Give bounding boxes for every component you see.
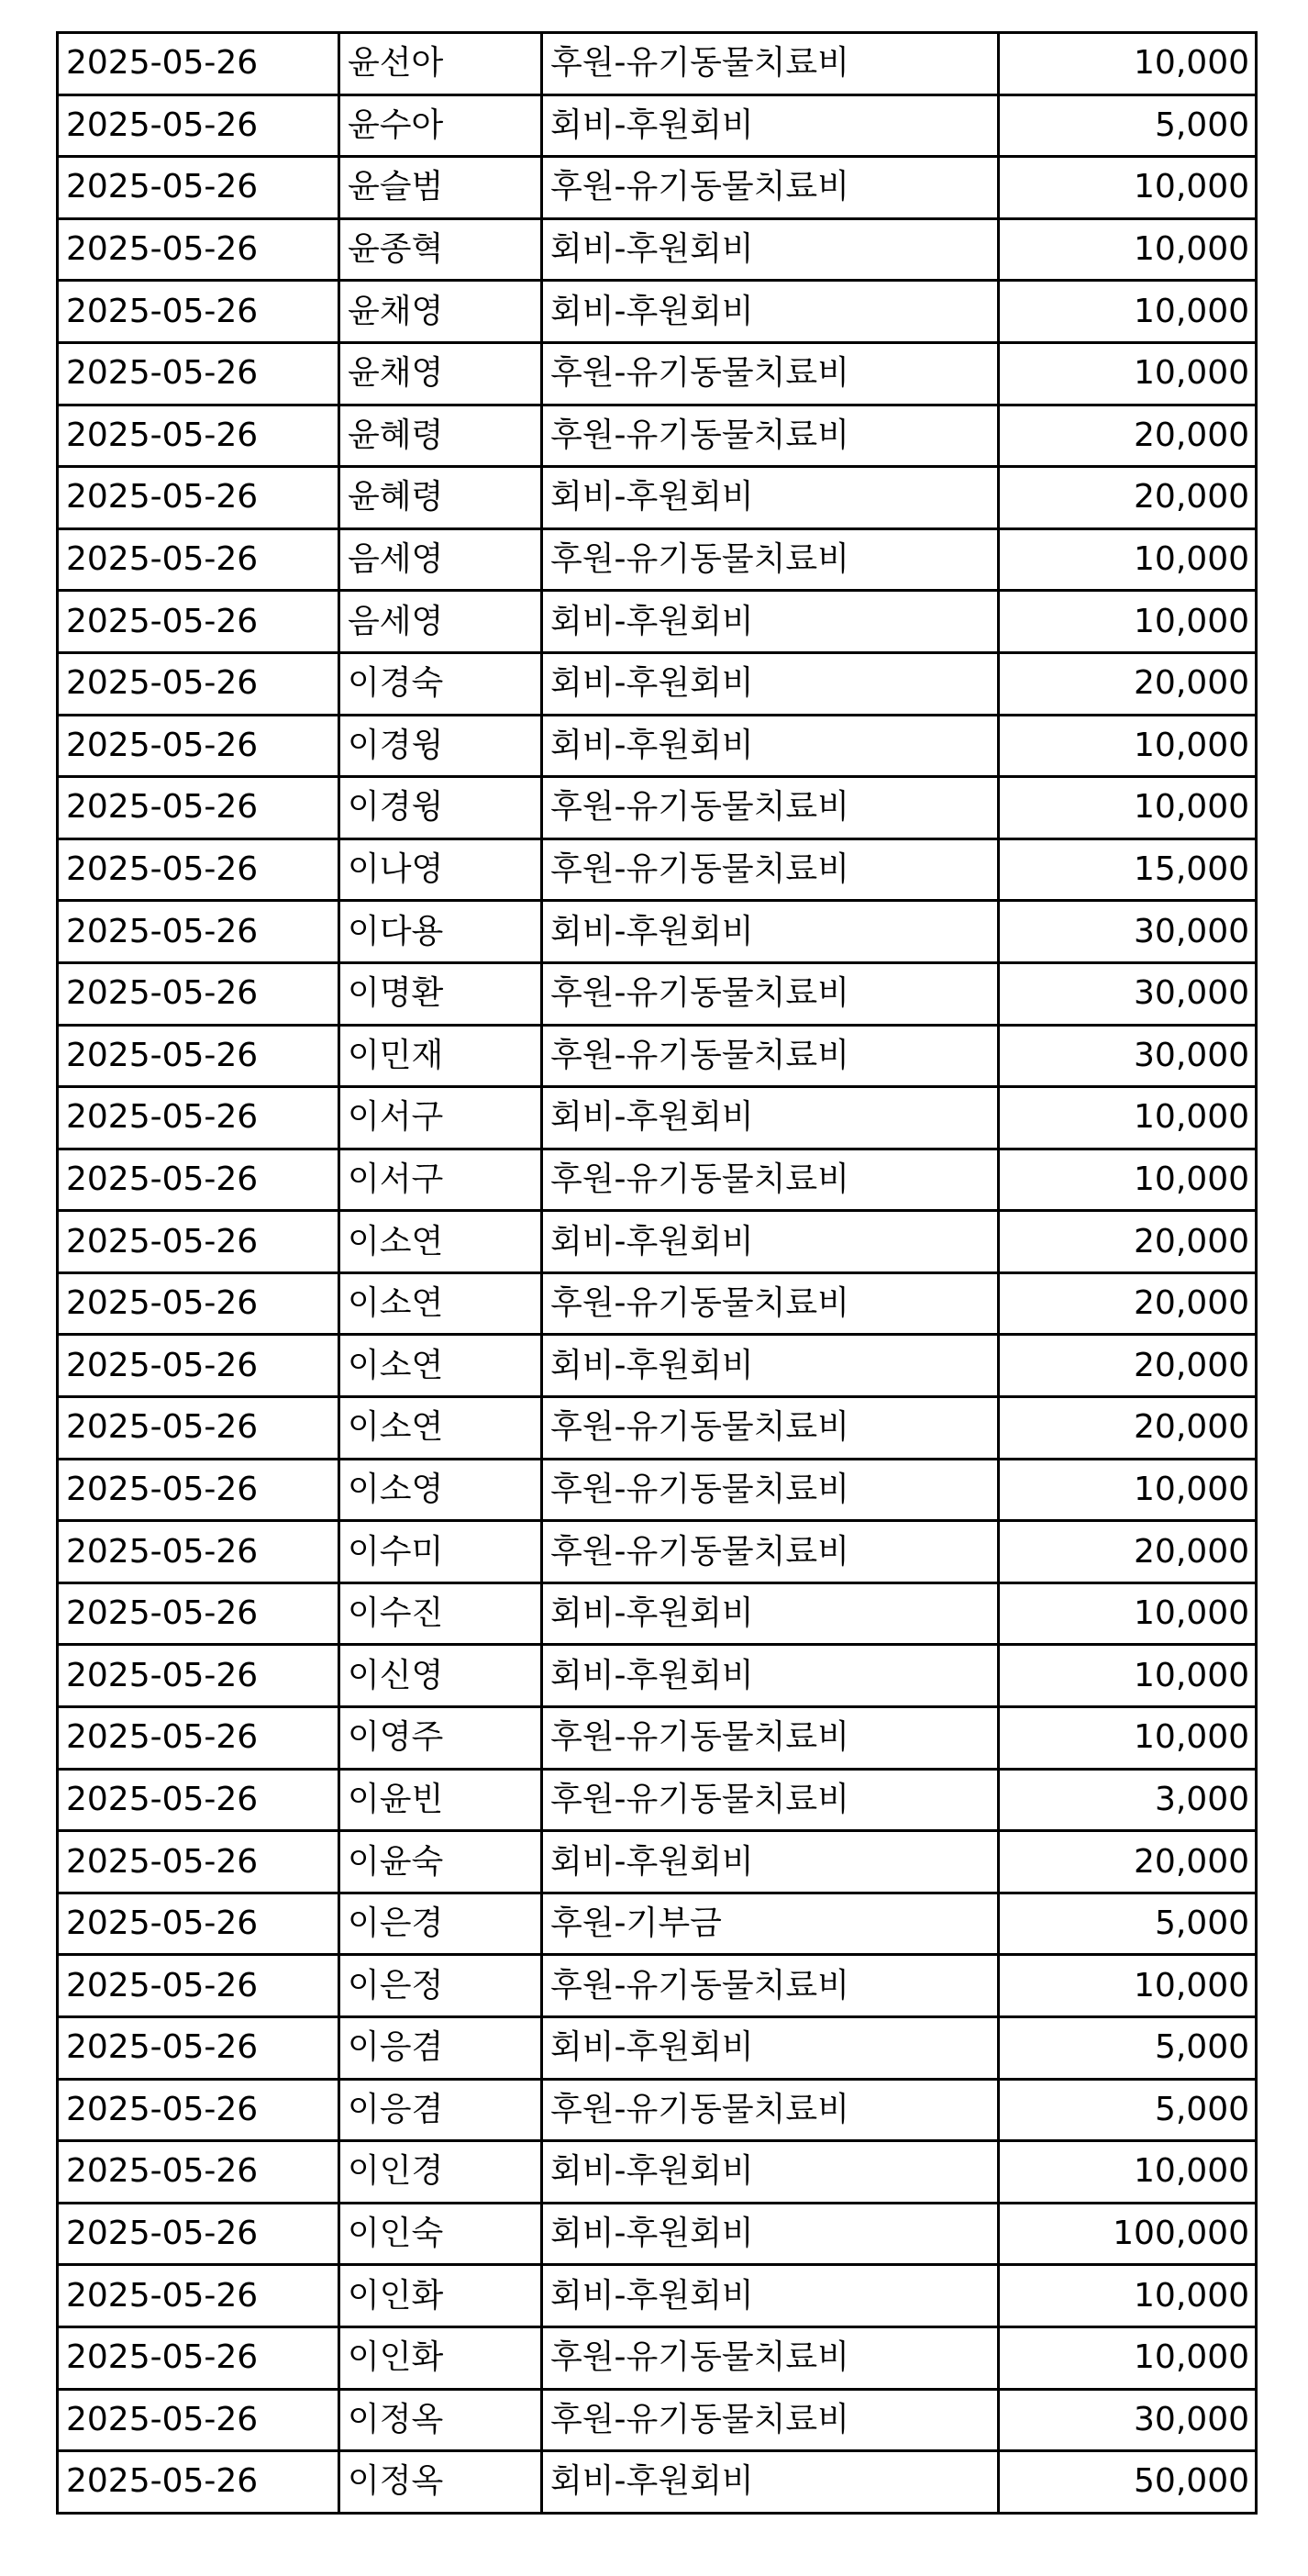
date-cell: 2025-05-26 (58, 1645, 339, 1707)
amount-cell: 100,000 (999, 2203, 1257, 2265)
donor-name-cell: 이경윙 (339, 777, 542, 839)
date-cell: 2025-05-26 (58, 342, 339, 405)
category-cell: 후원-유기동물치료비 (542, 1459, 999, 1521)
donor-name-cell: 이인화 (339, 2326, 542, 2389)
amount-cell: 10,000 (999, 715, 1257, 777)
category-cell: 회비-후원회비 (542, 2203, 999, 2265)
donor-name-cell: 이서구 (339, 1149, 542, 1211)
category-cell: 후원-유기동물치료비 (542, 528, 999, 591)
category-cell: 후원-유기동물치료비 (542, 2079, 999, 2141)
amount-cell: 10,000 (999, 2265, 1257, 2327)
category-cell: 후원-유기동물치료비 (542, 157, 999, 219)
date-cell: 2025-05-26 (58, 1211, 339, 1273)
date-cell: 2025-05-26 (58, 715, 339, 777)
category-cell: 회비-후원회비 (542, 2265, 999, 2327)
donor-name-cell: 음세영 (339, 591, 542, 653)
date-cell: 2025-05-26 (58, 2141, 339, 2204)
table-row (58, 1769, 1257, 1831)
donor-name-cell: 이소영 (339, 1459, 542, 1521)
donor-name-cell: 이소연 (339, 1397, 542, 1460)
table-row (58, 33, 1257, 95)
table-row (58, 2141, 1257, 2204)
donor-name-cell: 이은경 (339, 1893, 542, 1955)
date-cell: 2025-05-26 (58, 652, 339, 715)
category-cell: 후원-유기동물치료비 (542, 342, 999, 405)
table-row (58, 652, 1257, 715)
category-cell: 후원-유기동물치료비 (542, 1955, 999, 2017)
table-row (58, 2326, 1257, 2389)
amount-cell: 10,000 (999, 591, 1257, 653)
amount-cell: 30,000 (999, 901, 1257, 963)
date-cell: 2025-05-26 (58, 777, 339, 839)
date-cell: 2025-05-26 (58, 33, 339, 95)
date-cell: 2025-05-26 (58, 1459, 339, 1521)
date-cell: 2025-05-26 (58, 1707, 339, 1770)
table-row (58, 2079, 1257, 2141)
table-row (58, 467, 1257, 529)
amount-cell: 5,000 (999, 2079, 1257, 2141)
amount-cell: 10,000 (999, 218, 1257, 281)
donor-name-cell: 이서구 (339, 1087, 542, 1149)
table-row (58, 777, 1257, 839)
table-row (58, 1087, 1257, 1149)
amount-cell: 10,000 (999, 1707, 1257, 1770)
date-cell: 2025-05-26 (58, 1521, 339, 1583)
table-row (58, 1893, 1257, 1955)
donor-name-cell: 이은정 (339, 1955, 542, 2017)
category-cell: 후원-유기동물치료비 (542, 2326, 999, 2389)
amount-cell: 5,000 (999, 2017, 1257, 2080)
amount-cell: 20,000 (999, 652, 1257, 715)
date-cell: 2025-05-26 (58, 2389, 339, 2451)
table-row (58, 1335, 1257, 1397)
donor-name-cell: 이민재 (339, 1025, 542, 1087)
donor-name-cell: 이응겸 (339, 2079, 542, 2141)
date-cell: 2025-05-26 (58, 962, 339, 1025)
donor-name-cell: 이나영 (339, 838, 542, 901)
table-row (58, 901, 1257, 963)
donor-name-cell: 이인숙 (339, 2203, 542, 2265)
date-cell: 2025-05-26 (58, 467, 339, 529)
date-cell: 2025-05-26 (58, 218, 339, 281)
category-cell: 회비-후원회비 (542, 1335, 999, 1397)
donor-name-cell: 윤혜령 (339, 405, 542, 467)
date-cell: 2025-05-26 (58, 1831, 339, 1893)
date-cell: 2025-05-26 (58, 2265, 339, 2327)
category-cell: 후원-유기동물치료비 (542, 1707, 999, 1770)
category-cell: 회비-후원회비 (542, 218, 999, 281)
category-cell: 회비-후원회비 (542, 901, 999, 963)
category-cell: 회비-후원회비 (542, 1087, 999, 1149)
date-cell: 2025-05-26 (58, 591, 339, 653)
amount-cell: 10,000 (999, 33, 1257, 95)
amount-cell: 15,000 (999, 838, 1257, 901)
donor-name-cell: 이소연 (339, 1272, 542, 1335)
donor-name-cell: 이소연 (339, 1211, 542, 1273)
amount-cell: 20,000 (999, 1521, 1257, 1583)
donor-name-cell: 이정옥 (339, 2389, 542, 2451)
amount-cell: 10,000 (999, 342, 1257, 405)
donor-name-cell: 윤수아 (339, 94, 542, 157)
amount-cell: 20,000 (999, 467, 1257, 529)
date-cell: 2025-05-26 (58, 405, 339, 467)
category-cell: 후원-기부금 (542, 1893, 999, 1955)
table-row (58, 1955, 1257, 2017)
amount-cell: 10,000 (999, 281, 1257, 343)
date-cell: 2025-05-26 (58, 281, 339, 343)
category-cell: 후원-유기동물치료비 (542, 1149, 999, 1211)
date-cell: 2025-05-26 (58, 1335, 339, 1397)
date-cell: 2025-05-26 (58, 94, 339, 157)
category-cell: 회비-후원회비 (542, 1645, 999, 1707)
table-row (58, 2451, 1257, 2514)
category-cell: 후원-유기동물치료비 (542, 2389, 999, 2451)
date-cell: 2025-05-26 (58, 1955, 339, 2017)
donor-name-cell: 음세영 (339, 528, 542, 591)
table-row (58, 2203, 1257, 2265)
date-cell: 2025-05-26 (58, 1893, 339, 1955)
category-cell: 후원-유기동물치료비 (542, 1769, 999, 1831)
date-cell: 2025-05-26 (58, 1087, 339, 1149)
donor-name-cell: 이윤숙 (339, 1831, 542, 1893)
table-row (58, 342, 1257, 405)
donor-name-cell: 이정옥 (339, 2451, 542, 2514)
category-cell: 회비-후원회비 (542, 94, 999, 157)
table-row (58, 1025, 1257, 1087)
table-row (58, 528, 1257, 591)
donor-name-cell: 이영주 (339, 1707, 542, 1770)
category-cell: 회비-후원회비 (542, 652, 999, 715)
donor-name-cell: 이신영 (339, 1645, 542, 1707)
date-cell: 2025-05-26 (58, 901, 339, 963)
table-row (58, 715, 1257, 777)
category-cell: 후원-유기동물치료비 (542, 777, 999, 839)
ledger-body (58, 33, 1257, 2514)
date-cell: 2025-05-26 (58, 2451, 339, 2514)
category-cell: 후원-유기동물치료비 (542, 405, 999, 467)
donor-name-cell: 윤종혁 (339, 218, 542, 281)
category-cell: 회비-후원회비 (542, 715, 999, 777)
category-cell: 후원-유기동물치료비 (542, 1272, 999, 1335)
category-cell: 후원-유기동물치료비 (542, 838, 999, 901)
donor-name-cell: 이인화 (339, 2265, 542, 2327)
category-cell: 회비-후원회비 (542, 281, 999, 343)
donor-name-cell: 이응겸 (339, 2017, 542, 2080)
date-cell: 2025-05-26 (58, 1582, 339, 1645)
category-cell: 회비-후원회비 (542, 1582, 999, 1645)
date-cell: 2025-05-26 (58, 2079, 339, 2141)
date-cell: 2025-05-26 (58, 1025, 339, 1087)
date-cell: 2025-05-26 (58, 2326, 339, 2389)
category-cell: 회비-후원회비 (542, 2141, 999, 2204)
amount-cell: 10,000 (999, 1087, 1257, 1149)
table-row (58, 405, 1257, 467)
date-cell: 2025-05-26 (58, 838, 339, 901)
table-row (58, 1149, 1257, 1211)
table-row (58, 2265, 1257, 2327)
amount-cell: 30,000 (999, 2389, 1257, 2451)
table-row (58, 2389, 1257, 2451)
amount-cell: 10,000 (999, 157, 1257, 219)
donor-name-cell: 이윤빈 (339, 1769, 542, 1831)
amount-cell: 20,000 (999, 1831, 1257, 1893)
amount-cell: 10,000 (999, 1955, 1257, 2017)
amount-cell: 10,000 (999, 2141, 1257, 2204)
amount-cell: 20,000 (999, 1211, 1257, 1273)
category-cell: 회비-후원회비 (542, 591, 999, 653)
table-row (58, 281, 1257, 343)
date-cell: 2025-05-26 (58, 157, 339, 219)
donor-name-cell: 윤혜령 (339, 467, 542, 529)
donor-name-cell: 이수미 (339, 1521, 542, 1583)
table-row (58, 94, 1257, 157)
category-cell: 회비-후원회비 (542, 2451, 999, 2514)
category-cell: 후원-유기동물치료비 (542, 962, 999, 1025)
amount-cell: 20,000 (999, 405, 1257, 467)
donor-name-cell: 윤채영 (339, 342, 542, 405)
table-row (58, 1397, 1257, 1460)
amount-cell: 30,000 (999, 962, 1257, 1025)
table-row (58, 591, 1257, 653)
amount-cell: 50,000 (999, 2451, 1257, 2514)
amount-cell: 30,000 (999, 1025, 1257, 1087)
date-cell: 2025-05-26 (58, 528, 339, 591)
category-cell: 회비-후원회비 (542, 2017, 999, 2080)
amount-cell: 20,000 (999, 1397, 1257, 1460)
donor-name-cell: 이인경 (339, 2141, 542, 2204)
category-cell: 후원-유기동물치료비 (542, 1397, 999, 1460)
donor-name-cell: 이소연 (339, 1335, 542, 1397)
donor-name-cell: 윤슬범 (339, 157, 542, 219)
date-cell: 2025-05-26 (58, 1149, 339, 1211)
table-row (58, 157, 1257, 219)
category-cell: 후원-유기동물치료비 (542, 33, 999, 95)
date-cell: 2025-05-26 (58, 1397, 339, 1460)
amount-cell: 5,000 (999, 94, 1257, 157)
table-row (58, 1645, 1257, 1707)
table-row (58, 1521, 1257, 1583)
date-cell: 2025-05-26 (58, 1272, 339, 1335)
table-row (58, 218, 1257, 281)
amount-cell: 10,000 (999, 528, 1257, 591)
date-cell: 2025-05-26 (58, 2017, 339, 2080)
table-row (58, 1272, 1257, 1335)
table-row (58, 838, 1257, 901)
category-cell: 후원-유기동물치료비 (542, 1025, 999, 1087)
table-row (58, 1459, 1257, 1521)
amount-cell: 20,000 (999, 1335, 1257, 1397)
table-row (58, 2017, 1257, 2080)
table-row (58, 1707, 1257, 1770)
table-row (58, 1582, 1257, 1645)
category-cell: 후원-유기동물치료비 (542, 1521, 999, 1583)
donor-name-cell: 이다용 (339, 901, 542, 963)
amount-cell: 10,000 (999, 1582, 1257, 1645)
donor-name-cell: 이경윙 (339, 715, 542, 777)
amount-cell: 10,000 (999, 777, 1257, 839)
donor-name-cell: 이명환 (339, 962, 542, 1025)
amount-cell: 10,000 (999, 2326, 1257, 2389)
date-cell: 2025-05-26 (58, 2203, 339, 2265)
amount-cell: 10,000 (999, 1149, 1257, 1211)
donor-name-cell: 이경숙 (339, 652, 542, 715)
category-cell: 회비-후원회비 (542, 467, 999, 529)
donation-ledger-table (56, 31, 1258, 2515)
amount-cell: 10,000 (999, 1459, 1257, 1521)
donor-name-cell: 이수진 (339, 1582, 542, 1645)
amount-cell: 10,000 (999, 1645, 1257, 1707)
date-cell: 2025-05-26 (58, 1769, 339, 1831)
donor-name-cell: 윤선아 (339, 33, 542, 95)
category-cell: 회비-후원회비 (542, 1211, 999, 1273)
donor-name-cell: 윤채영 (339, 281, 542, 343)
table-row (58, 1831, 1257, 1893)
amount-cell: 3,000 (999, 1769, 1257, 1831)
table-row (58, 1211, 1257, 1273)
amount-cell: 20,000 (999, 1272, 1257, 1335)
category-cell: 회비-후원회비 (542, 1831, 999, 1893)
table-row (58, 962, 1257, 1025)
amount-cell: 5,000 (999, 1893, 1257, 1955)
